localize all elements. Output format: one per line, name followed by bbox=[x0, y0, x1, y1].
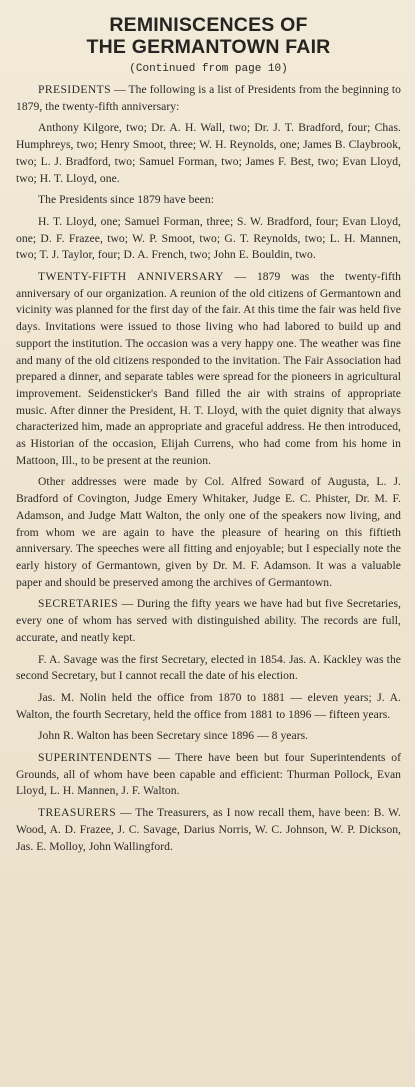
paragraph-nolin-walton bbox=[16, 690, 401, 723]
paragraph-text: Anthony Kilgore, two; Dr. A. H. Wall, two; Dr. J. T. Bradford, four; Chas. Humphreys, two; Henry Smoot, three; W. H. Reynolds, one; James B. Claybrook, two; L. J. Bradford, two; Samuel Forman, two; James F. Best, two; Evan Lloyd, two; H. T. Lloyd, one. bbox=[16, 121, 401, 185]
section-heading-superintendents: SUPERINTENDENTS bbox=[38, 751, 153, 765]
paragraph-text: John R. Walton has been Secretary since 1896 — 8 years. bbox=[38, 729, 309, 743]
paragraph-text: — There have been but four Superintendents of Grounds, all of whom have been capable and efficient: Thurman Pollock, Evan Lloyd, L. H. Mannen, J. F. Walton. bbox=[16, 751, 401, 798]
section-heading-presidents: PRESIDENTS bbox=[38, 83, 111, 96]
section-heading-anniversary: TWENTY-FIFTH ANNIVERSARY bbox=[38, 270, 224, 284]
paragraph-text: Other addresses were made by Col. Alfred Soward of Augusta, L. J. Bradford of Covington, Judge Emery Whitaker, Judge E. C. Phister, Dr. M. F. Adamson, and Judge Matt Walton, the only one of the speakers now living, and from whom we are again to have the pleasure of hearing on this fiftieth anniversary. The speeches were all fitting and enjoyable; but I especially note the early history of Germantown, given by Dr. M. F. Adamson. It was a valuable paper and should be preserved among the archives of Germantown. bbox=[16, 475, 401, 589]
paragraph-text: H. T. Lloyd, one; Samuel Forman, three; S. W. Bradford, four; Evan Lloyd, one; D. F. Frazee, two; W. P. Smoot, two; G. T. Reynolds, two; L. H. Mannen, two; T. J. Taylor, four; D. A. French, two; John E. Bouldin, two. bbox=[16, 214, 401, 262]
paragraph-john-walton bbox=[16, 728, 401, 745]
continued-note: (Continued from page 10) bbox=[129, 63, 288, 75]
title-line-1: REMINISCENCES OF bbox=[109, 14, 308, 36]
section-heading-treasurers: TREASURERS bbox=[38, 806, 117, 820]
paragraph-other-addresses bbox=[16, 474, 401, 591]
paragraph-text: — 1879 was the twenty-fifth anniversary of our organization. A reunion of the old citizens of Germantown and vicinity was planned for the first day of the fair. At this time the fair was held five days. Invitations were issued to those living who had labored to build up and support the institution. The occasion was a very happy one. The weather was fine and many of the old citizens responded to the invitation. The Fair Association had prepared a dinner, and separate tables were spread for the pioneers in agricultural improvement. Seidensticker's Band filled the air with strains of appropriate music. After dinner the President, H. T. Lloyd, with the quiet dignity that always characterized him, made an appropriate and graceful address. He then introduced, as Historian of the occasion, Elijah Currens, who had come from his home in Mattoon, Ill., to be present at the reunion. bbox=[16, 270, 402, 467]
article-body bbox=[16, 82, 401, 855]
article-title bbox=[16, 14, 401, 58]
paragraph-secretaries bbox=[16, 596, 401, 646]
paragraph-first-secretary bbox=[16, 652, 401, 685]
paragraph-text: Jas. M. Nolin held the office from 1870 to 1881 — eleven years; J. A. Walton, the fourth Secretary, held the office from 1881 to 1896 — fifteen years. bbox=[16, 690, 401, 721]
paragraph-text: — The following is a list of Presidents from the beginning to 1879, the twenty-fifth anniversary: bbox=[16, 83, 401, 113]
paragraph-twenty-fifth-anniversary bbox=[16, 269, 401, 469]
section-heading-secretaries: SECRETARIES bbox=[38, 597, 119, 611]
paragraph-treasurers bbox=[16, 805, 401, 855]
paragraph-presidents-since bbox=[16, 192, 401, 209]
paragraph-early-presidents bbox=[16, 120, 401, 187]
paragraph-text: F. A. Savage was the first Secretary, elected in 1854. Jas. A. Kackley was the second Secretary, but I cannot recall the date of his election. bbox=[16, 652, 401, 683]
paragraph-presidents-intro bbox=[16, 82, 401, 115]
paragraph-text: — During the fifty years we have had but five Secretaries, every one of whom has served with distinguished ability. The records are full, accurate, and neatly kept. bbox=[16, 597, 401, 644]
paragraph-text: — The Treasurers, as I now recall them, have been: B. W. Wood, A. D. Frazee, J. C. Savage, Darius Norris, W. C. Johnson, W. P. Dickson, Jas. E. Molloy, John Wallingford. bbox=[16, 806, 401, 853]
paragraph-superintendents bbox=[16, 750, 401, 800]
paragraph-later-presidents bbox=[16, 214, 401, 264]
title-line-2: THE GERMANTOWN FAIR bbox=[86, 36, 331, 58]
paragraph-text: The Presidents since 1879 have been: bbox=[38, 193, 214, 207]
